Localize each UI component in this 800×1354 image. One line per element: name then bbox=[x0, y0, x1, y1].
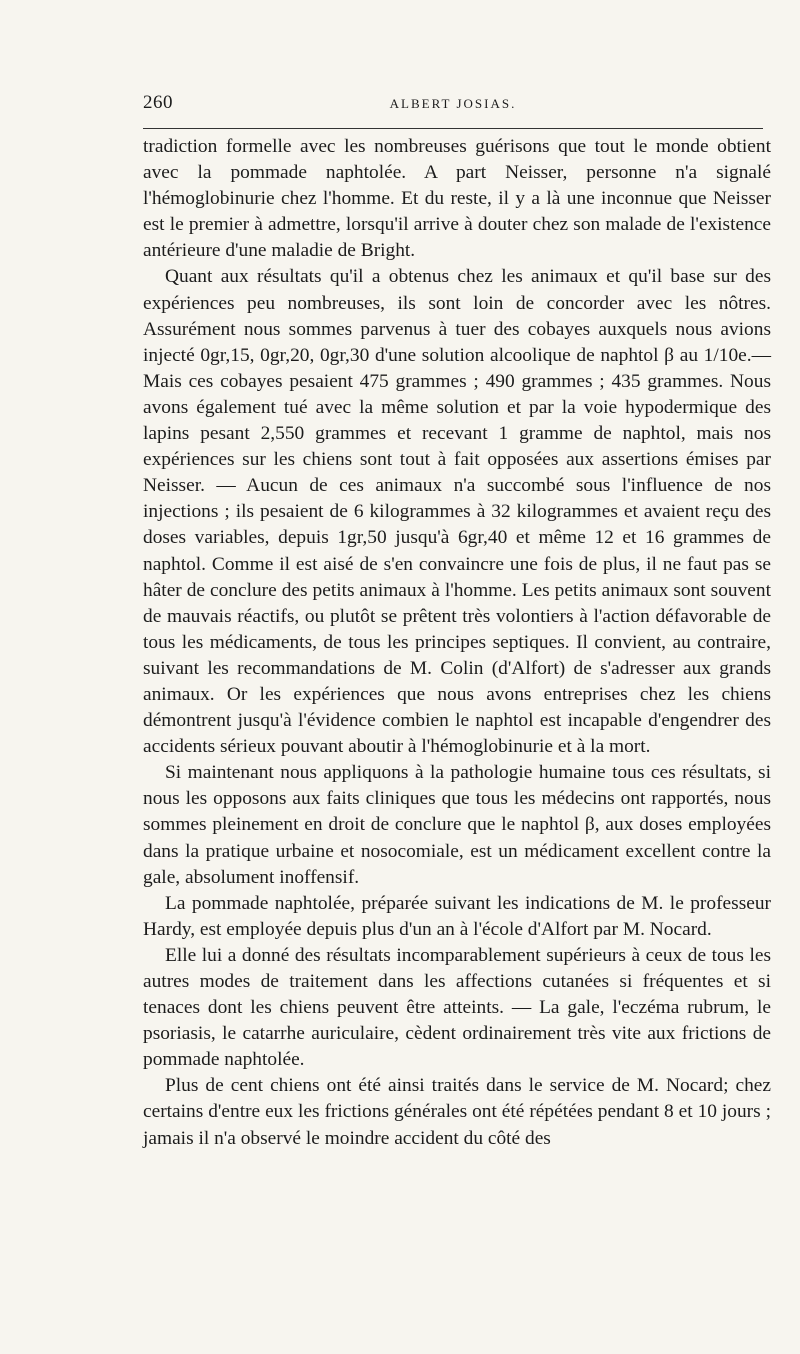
paragraph: tradiction formelle avec les nombreuses guérisons que tout le monde obtient avec la pommade naphtolée. A part Neisser, personne n'a signalé l'hémoglobinurie chez l'homme. Et du reste, il y a là une inconnue que Neisser est le premier à admettre, lorsqu'il arrive à douter chez son malade de l'existence antérieure d'une maladie de Bright. bbox=[143, 136, 771, 262]
body-text bbox=[143, 134, 771, 1152]
page-header bbox=[143, 92, 763, 120]
paragraph: Quant aux résultats qu'il a obtenus chez les animaux et qu'il base sur des expériences peu nombreuses, ils sont loin de concorder avec les nôtres. Assurément nous sommes parvenus à tuer des cobayes auxquels nous avions injecté 0gr,15, 0gr,20, 0gr,30 d'une solution alcoolique de naphtol β au 1/10e.—Mais ces cobayes pesaient 475 grammes ; 490 grammes ; 435 grammes. Nous avons également tué avec la même solution et par la voie hypodermique des lapins pesant 2,550 grammes et recevant 1 gramme de naphtol, mais nos expériences sur les chiens sont tout à fait opposées aux assertions émises par Neisser. — Aucun de ces animaux n'a succombé sous l'influence de nos injections ; ils pesaient de 6 kilogrammes à 32 kilogrammes et avaient reçu des doses variables, depuis 1gr,50 jusqu'à 6gr,40 et même 12 et 16 grammes de naphtol. Comme il est aisé de s'en convaincre une fois de plus, il ne faut pas se hâter de conclure des petits animaux à l'homme. Les petits animaux sont souvent de mauvais réactifs, ou plutôt se prêtent très volontiers à l'action défavorable de tous les médicaments, de tous les principes septiques. Il convient, au contraire, suivant les recommandations de M. Colin (d'Alfort) de s'adresser aux grands animaux. Or les expériences que nous avons entreprises chez les chiens démontrent jusqu'à l'évidence combien le naphtol est incapable d'engendrer des accidents sérieux pouvant aboutir à l'hémoglobinurie et à la mort. bbox=[143, 266, 771, 758]
running-head: ALBERT JOSIAS. bbox=[389, 96, 517, 111]
paragraph: Plus de cent chiens ont été ainsi traités dans le service de M. Nocard; chez certains d'entre eux les frictions générales ont été répétées pendant 8 et 10 jours ; jamais il n'a observé le moindre accident du côté des bbox=[143, 1075, 771, 1149]
page-number: 260 bbox=[143, 92, 173, 113]
paragraph: Elle lui a donné des résultats incomparablement supérieurs à ceux de tous les autres modes de traitement dans les affections cutanées si fréquentes et si tenaces dont les chiens peuvent être atteints. — La gale, l'eczéma rubrum, le psoriasis, le catarrhe auriculaire, cèdent ordinairement très vite aux frictions de pommade naphtolée. bbox=[143, 944, 771, 1071]
paragraph: Si maintenant nous appliquons à la pathologie humaine tous ces résultats, si nous les opposons aux faits cliniques que tous les médecins ont rapportés, nous sommes pleinement en droit de conclure que le naphtol β, aux doses employées dans la pratique urbaine et nosocomiale, est un médicament excellent contre la gale, absolument inoffensif. bbox=[143, 762, 771, 888]
header-rule bbox=[143, 128, 763, 129]
paragraph: La pommade naphtolée, préparée suivant les indications de M. le professeur Hardy, est employée depuis plus d'un an à l'école d'Alfort par M. Nocard. bbox=[143, 892, 771, 940]
